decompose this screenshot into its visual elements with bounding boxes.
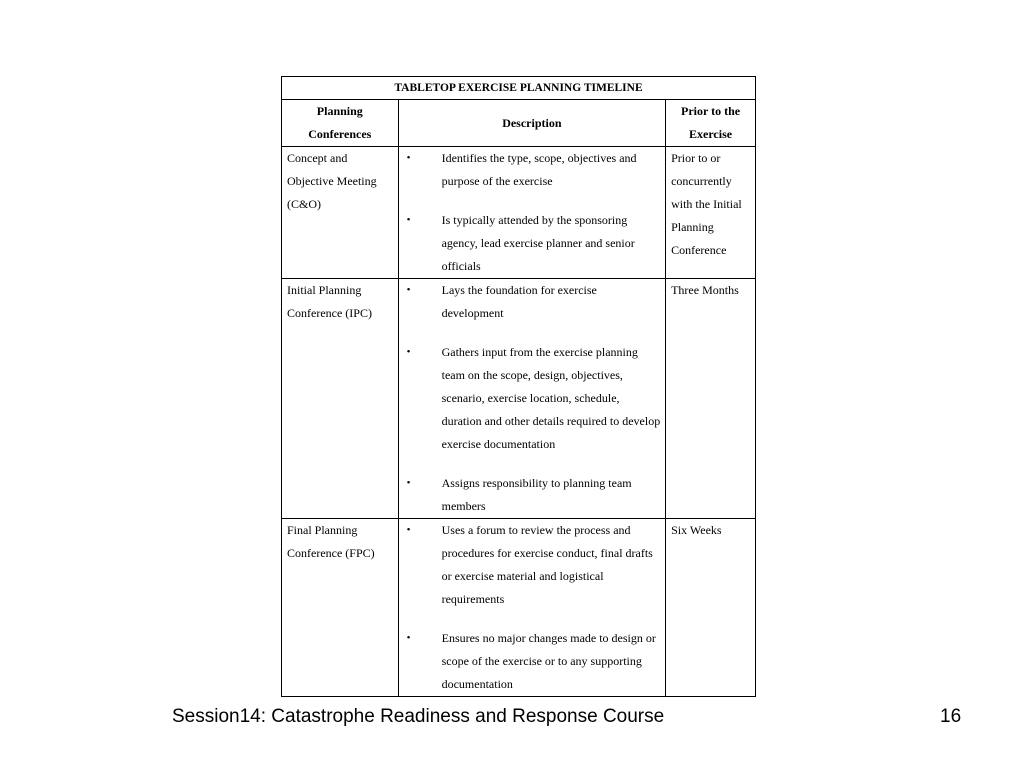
prior-to-exercise: Three Months [666,279,756,519]
list-item [403,519,661,611]
conference-name: Concept and Objective Meeting (C&O) [282,147,399,279]
table-title: TABLETOP EXERCISE PLANNING TIMELINE [282,77,756,100]
description-cell [398,519,665,697]
description-cell [398,147,665,279]
prior-to-exercise: Six Weeks [666,519,756,697]
bullet-text: Gathers input from the exercise planning team on the scope, design, objectives, scenario, exercise location, schedule, duration and other details required to develop exercise documentation [441,345,661,451]
header-description: Description [398,100,665,147]
bullet-text: Is typically attended by the sponsoring agency, lead exercise planner and senior officials [441,213,635,273]
bullet-text: Lays the foundation for exercise development [441,283,597,320]
conference-name: Initial Planning Conference (IPC) [282,279,399,519]
list-item [403,147,661,193]
bullet-icon: • [406,346,411,358]
table-row [282,147,756,279]
bullet-icon: • [406,477,411,489]
table-row [282,519,756,697]
header-prior-to-exercise: Prior to the Exercise [666,100,756,147]
conference-name: Final Planning Conference (FPC) [282,519,399,697]
bullet-text: Identifies the type, scope, objectives and purpose of the exercise [441,151,637,188]
bullet-text: Uses a forum to review the process and procedures for exercise conduct, final drafts or exercise material and logistical requirements [441,523,653,606]
planning-timeline-table [281,76,756,697]
bullet-icon: • [406,152,411,164]
list-item [403,341,661,456]
bullet-icon: • [406,284,411,296]
description-list [403,147,661,278]
page-number: 16 [940,706,962,727]
bullet-icon: • [406,214,411,226]
list-item [403,472,661,518]
table-row [282,279,756,519]
list-item [403,627,661,696]
bullet-text: Assigns responsibility to planning team members [441,476,632,513]
table-header-row [282,100,756,147]
description-list [403,279,661,518]
bullet-icon: • [406,632,411,644]
prior-to-exercise: Prior to or concurrently with the Initial Planning Conference [666,147,756,279]
list-item [403,209,661,278]
table-title-row [282,77,756,100]
header-planning-conferences: Planning Conferences [282,100,399,147]
footer-session-title: Session14: Catastrophe Readiness and Response Course [172,706,665,727]
description-cell [398,279,665,519]
bullet-text: Ensures no major changes made to design or scope of the exercise or to any supporting documentation [441,631,656,691]
description-list [403,519,661,696]
bullet-icon: • [406,524,411,536]
list-item [403,279,661,325]
